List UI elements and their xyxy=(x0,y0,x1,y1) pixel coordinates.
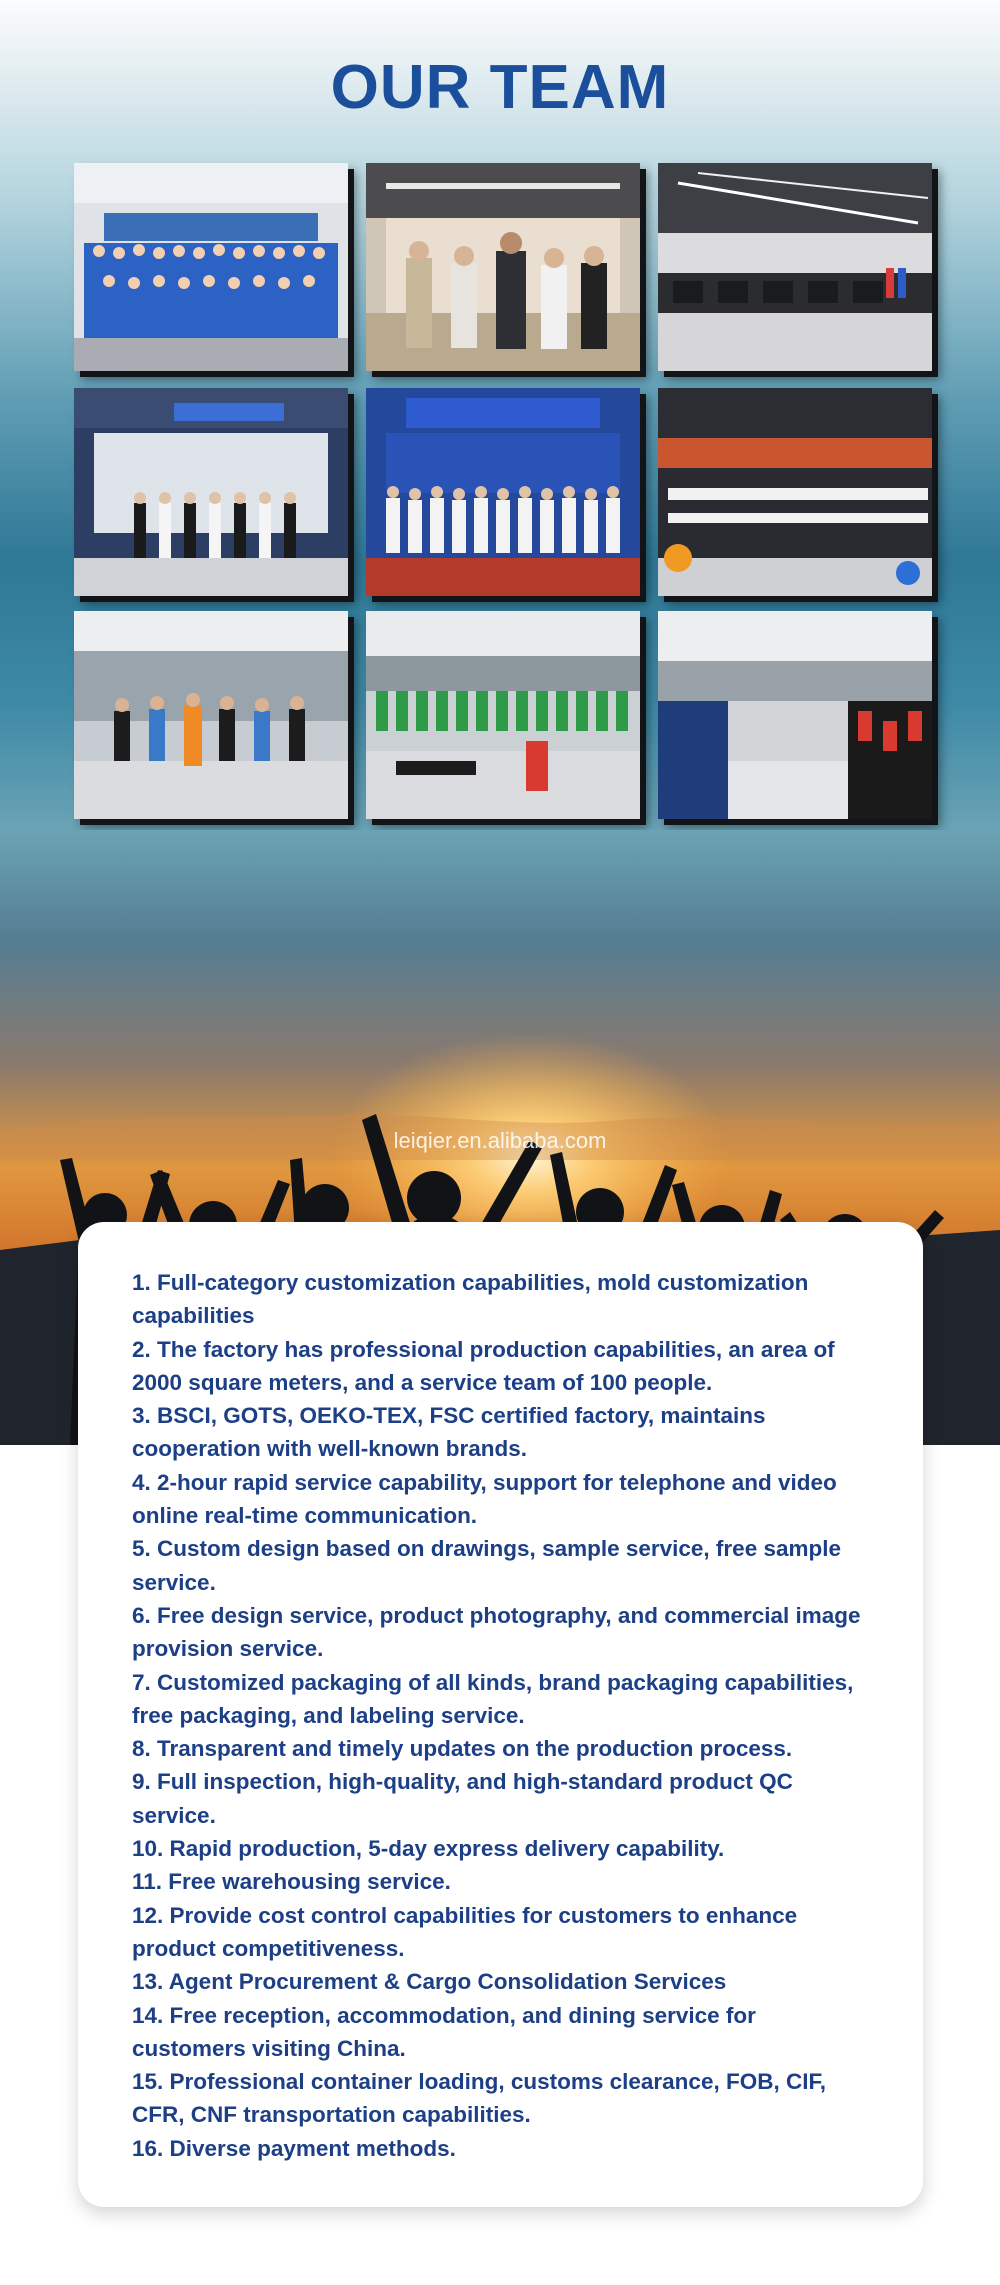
list-item: 4. 2-hour rapid service capability, support for telephone and video online real-time communication. xyxy=(132,1469,837,1529)
list-item: 7. Customized packaging of all kinds, brand packaging capabilities, free packaging, and labeling service. xyxy=(132,1669,854,1728)
team-photo-open-office-desks xyxy=(658,163,932,371)
team-photo-team-building-floor xyxy=(658,611,932,819)
team-photo-team-building-vests xyxy=(74,611,348,819)
list-item: 1. Full-category customization capabilities, mold customization capabilities xyxy=(132,1270,809,1329)
team-photo-office-showroom xyxy=(366,163,640,371)
list-item: 9. Full inspection, high-quality, and high-standard product QC service. xyxy=(132,1769,793,1828)
team-photo-trade-fair-group xyxy=(366,388,640,596)
list-item: 14. Free reception, accommodation, and dining service for customers visiting China. xyxy=(132,2002,756,2061)
list-item: 13. Agent Procurement & Cargo Consolidation Services xyxy=(132,1969,727,1995)
list-item: 2. The factory has professional production capabilities, an area of 2000 square meters, and a service team of 100 people. xyxy=(132,1336,835,1395)
services-card xyxy=(78,1222,923,2207)
services-list xyxy=(132,1266,872,2165)
list-item: 16. Diverse payment methods. xyxy=(132,2135,456,2161)
list-item: 12. Provide cost control capabilities for customers to enhance product competitiveness. xyxy=(132,1902,798,1961)
list-item: 11. Free warehousing service. xyxy=(132,1869,451,1895)
list-item: 10. Rapid production, 5-day express delivery capability. xyxy=(132,1836,725,1862)
team-photo-team-building-hall xyxy=(366,611,640,819)
list-item: 3. BSCI, GOTS, OEKO-TEX, FSC certified factory, maintains cooperation with well-known brands. xyxy=(132,1403,766,1462)
team-photo-blue-shirts-group xyxy=(74,163,348,371)
list-item: 15. Professional container loading, customs clearance, FOB, CIF, CFR, CNF transportation capabilities. xyxy=(132,2069,826,2128)
list-item: 5. Custom design based on drawings, sample service, free sample service. xyxy=(132,1536,842,1595)
list-item: 8. Transparent and timely updates on the production process. xyxy=(132,1736,793,1762)
team-photo-exhibition-booth xyxy=(74,388,348,596)
list-item: 6. Free design service, product photography, and commercial image provision service. xyxy=(132,1602,861,1662)
page-title: OUR TEAM xyxy=(330,53,670,122)
team-photo-grid xyxy=(74,163,932,823)
team-photo-office-staff-group xyxy=(658,388,932,596)
banner-watermark: leiqier.en.alibaba.com xyxy=(393,1128,607,1153)
